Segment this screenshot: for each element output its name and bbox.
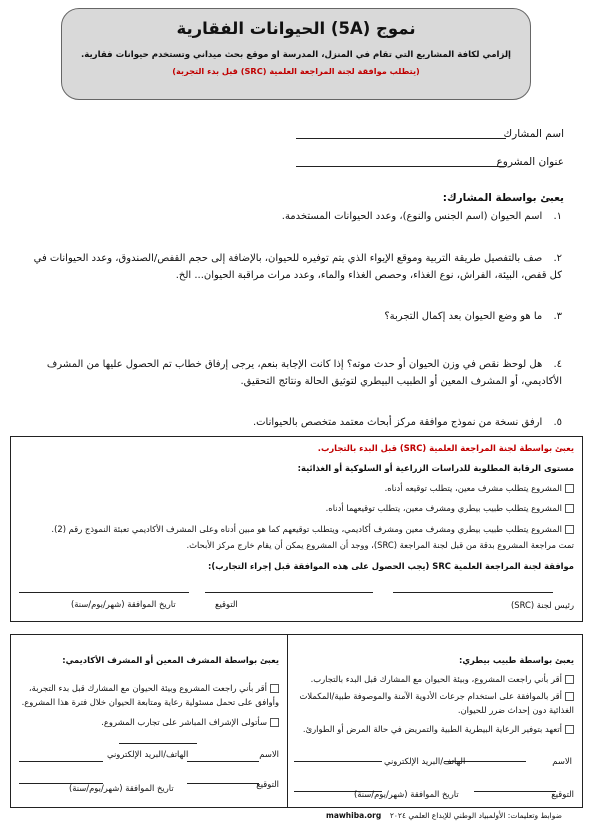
src-approval-title: موافقة لجنة المراجعة العلمية SRC (يجب الحصول على هذه الموافقة قبل إجراء التجارب): — [208, 561, 574, 571]
question-number: ٢. — [553, 253, 562, 264]
src-signature-label: التوقيع — [215, 599, 238, 609]
mentor-phone-field[interactable] — [19, 761, 103, 762]
src-signature-field[interactable] — [205, 592, 373, 593]
question-text: صف بالتفصيل طريقة التربية وموقع الإيواء الذي يتم توفيره للحيوان، بالإضافة إلى حجم القفص/الصندوق، وعدد الحيوانات في كل قفص، البيئة، الفراش، نوع الغذاء، وحصص الغذاء والماء، وعدد مرات مراقبة الحيوان... الخ. — [33, 253, 562, 281]
src-chair-label: رئيس لجنة (SRC) — [510, 600, 574, 610]
item-label: سأتولى الإشراف المباشر على تجارب المشروع. — [101, 717, 267, 727]
mentor-name-label: الاسم — [259, 749, 279, 759]
mentor-section — [10, 634, 288, 808]
mentor-item-1[interactable] — [17, 681, 279, 709]
checkbox[interactable] — [565, 675, 574, 684]
participant-name-label: اسم المشارك — [503, 128, 564, 140]
vet-section — [287, 634, 583, 808]
item-label: أقر بأني راجعت المشروع، وبيئة الحيوان مع المشارك قبل البدء بالتجارب. — [310, 674, 562, 684]
question-number: ٥. — [553, 417, 562, 428]
src-option-1[interactable] — [19, 483, 574, 493]
question-5 — [32, 414, 562, 431]
question-3 — [32, 308, 562, 325]
vet-item-2[interactable] — [296, 689, 574, 717]
mentor-section-title: يعبئ بواسطة المشرف المعين أو المشرف الأكاديمي: — [62, 655, 279, 665]
mentor-name-field[interactable] — [187, 761, 259, 762]
src-approval-note: (يتطلب موافقة لجنة المراجعة العلمية (SRC) قبل بدء التجربة) — [172, 66, 420, 76]
question-text: ارفق نسخة من نموذج موافقة مركز أبحاث معتمد متخصص بالحيوانات. — [252, 417, 543, 428]
src-section-title: يعبئ بواسطة لجنة المراجعة العلمية (SRC) قبل البدء بالتجارب. — [317, 443, 574, 453]
question-number: ١. — [553, 211, 562, 222]
question-text: اسم الحيوان (اسم الجنس والنوع)، وعدد الحيوانات المستخدمة. — [281, 211, 543, 222]
footer-website: mawhiba.org — [326, 811, 382, 820]
checkbox[interactable] — [270, 718, 279, 727]
mentor-top-line — [119, 743, 197, 744]
footer-guidelines: ضوابط وتعليمات: الأولمبياد الوطني للإبداع العلمي ٢٠٢٤ — [389, 811, 562, 820]
item-label: أقر بالموافقة على استخدام جرعات الأدوية الآمنة والموصوفة طبية/المكملات الغذائية دون إحداث ضرر للحيوان. — [299, 691, 574, 715]
mentor-item-2[interactable] — [17, 717, 279, 727]
vet-section-title: يعبئ بواسطة طبيب بيطري: — [458, 655, 574, 665]
option-label: المشروع يتطلب طبيب بيطري ومشرف معين، يتطلب توقيعهما أدناه. — [325, 503, 562, 513]
question-number: ٤. — [553, 359, 562, 370]
question-4 — [27, 356, 562, 390]
question-2 — [27, 250, 562, 284]
mentor-signature-field[interactable] — [187, 783, 259, 784]
question-text: هل لوحظ نقص في وزن الحيوان أو حدث موته؟ إذا كانت الإجابة بنعم، يرجى إرفاق خطاب تم الحصول عليها من المشرف الأكاديمي، أو المشرف المعين أو الطبيب البيطري لتوثيق الحالة ونتائج التحقيق. — [46, 359, 562, 387]
src-section — [10, 436, 583, 622]
src-date-field[interactable] — [19, 592, 189, 593]
checkbox[interactable] — [565, 484, 574, 493]
vet-name-label: الاسم — [552, 756, 572, 766]
checkbox[interactable] — [565, 725, 574, 734]
project-title-field[interactable] — [296, 166, 506, 167]
checkbox[interactable] — [565, 504, 574, 513]
checkbox[interactable] — [565, 525, 574, 534]
src-date-label: تاريخ الموافقة (شهر/يوم/سنة) — [71, 599, 176, 609]
src-option-3[interactable] — [19, 524, 574, 534]
vet-signature-field[interactable] — [474, 791, 556, 792]
question-number: ٣. — [553, 311, 562, 322]
mentor-phone-label: الهاتف/البريد الإلكتروني — [107, 749, 189, 759]
src-review-note: تمت مراجعة المشروع بدقة من قبل لجنة المراجعة (SRC)، ووجد أن المشروع يمكن أن يقام خارج مركز الأبحاث. — [186, 540, 574, 550]
oversight-level-title: مستوى الرقابة المطلوبة للدراسات الزراعية أو السلوكية أو الغذائية: — [297, 463, 574, 473]
option-label: المشروع يتطلب طبيب بيطري ومشرف معين ومشرف أكاديمي، ويتطلب توقيعهم كما هو مبين أدناه وعلى المشرف الأكاديمي تعبئة النموذج رقم (2). — [51, 524, 562, 534]
form-header — [61, 8, 531, 100]
checkbox[interactable] — [565, 692, 574, 701]
item-label: أتعهد بتوفير الرعاية البيطرية الطبية والتمريض في حالة المرض أو الطوارئ. — [302, 724, 562, 734]
form-subtitle: إلزامي لكافة المشاريع التي تقام في المنزل، المدرسة او موقع بحث ميداني وتستخدم حيوانات فقارية. — [80, 50, 512, 60]
src-chair-field[interactable] — [393, 592, 553, 593]
src-option-2[interactable] — [19, 503, 574, 513]
participant-section-title: يعبئ بواسطة المشارك: — [442, 192, 564, 204]
vet-item-3[interactable] — [296, 723, 574, 736]
vet-signature-label: التوقيع — [551, 789, 574, 799]
vet-phone-field[interactable] — [294, 761, 382, 762]
vet-phone-label: الهاتف/البريد الإلكتروني — [384, 756, 466, 766]
form-title: نموج (5A) الحيوانات الفقارية — [176, 19, 416, 38]
item-label: أقر بأني راجعت المشروع وبيئة الحيوان مع المشارك قبل بدء التجربة، وأوافق على تحمل مسئولية رعاية ومتابعة الحيوان خلال فترة هذا المشروع. — [21, 683, 279, 707]
mentor-date-label: تاريخ الموافقة (شهر/يوم/سنة) — [69, 783, 174, 793]
question-1 — [32, 208, 562, 225]
project-title-label: عنوان المشروع — [496, 156, 564, 168]
mentor-signature-label: التوقيع — [256, 779, 279, 789]
option-label: المشروع يتطلب مشرف معين، يتطلب توقيعه أدناه. — [384, 483, 562, 493]
checkbox[interactable] — [270, 684, 279, 693]
vet-item-1[interactable] — [296, 673, 574, 686]
vet-date-label: تاريخ الموافقة (شهر/يوم/سنة) — [354, 789, 459, 799]
page-footer — [0, 811, 592, 826]
question-text: ما هو وضع الحيوان بعد إكمال التجربة؟ — [384, 311, 543, 322]
participant-name-field[interactable] — [296, 138, 506, 139]
